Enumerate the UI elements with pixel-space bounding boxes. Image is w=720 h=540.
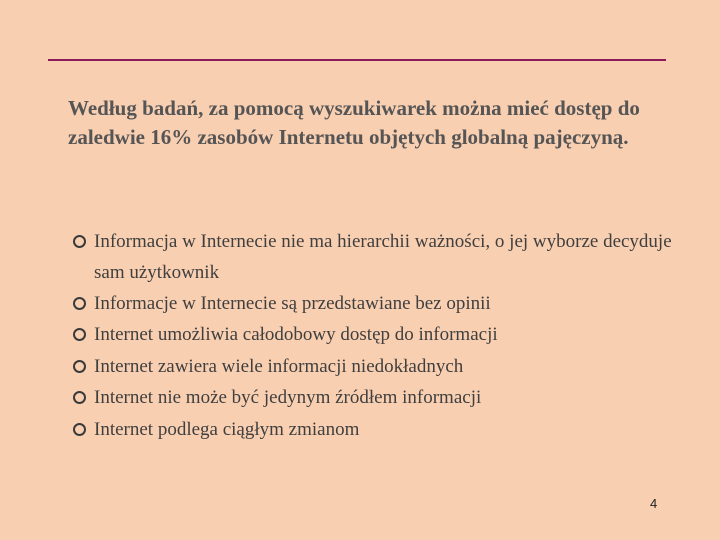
page-number: 4 [650,496,658,511]
circle-bullet-icon [73,328,86,341]
bullet-item [72,382,672,413]
slide-title: Według badań, za pomocą wyszukiwarek można mieć dostęp do zaledwie 16% zasobów Internetu objętych globalną pajęczyną. [68,96,640,149]
title-divider-line [48,59,666,61]
bullet-text: Informacje w Internecie są przedstawiane bez opinii [94,293,491,314]
circle-bullet-icon [73,423,86,436]
bullet-text: Internet umożliwia całodobowy dostęp do informacji [94,324,498,346]
bullet-item [72,351,672,382]
bullet-item [72,288,672,319]
bullet-list [72,226,672,445]
bullet-text: Informacja w Internecie nie ma hierarchii ważności, o jej wyborze decyduje sam użytkownik [94,231,672,283]
bullet-item [72,414,672,445]
bullet-text: Internet nie może być jedynym źródłem informacji [94,387,482,409]
circle-bullet-icon [73,360,86,373]
bullet-text: Internet podlega ciągłym zmianom [94,418,360,440]
bullet-text: Internet zawiera wiele informacji niedokładnych [94,355,464,377]
circle-bullet-icon [73,297,86,310]
circle-bullet-icon [73,235,86,248]
circle-bullet-icon [73,391,86,404]
bullet-item [72,319,672,350]
bullet-item [72,226,672,288]
